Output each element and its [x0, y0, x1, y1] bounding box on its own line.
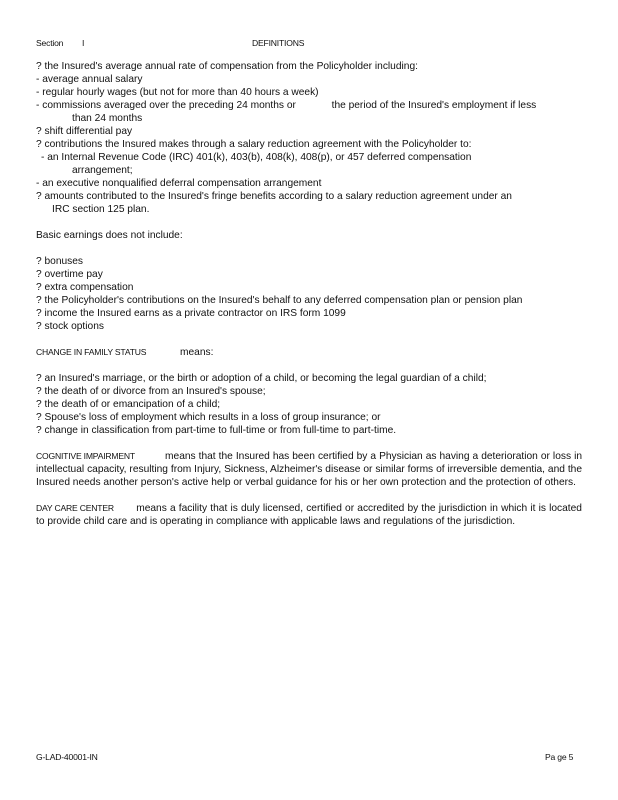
list-item-text: - commissions averaged over the preceding 24 months or: [36, 100, 296, 111]
list-item: - average annual salary: [36, 74, 143, 85]
list-item: ? bonuses: [36, 256, 84, 267]
list-item: ? shift differential pay: [36, 126, 133, 137]
section-number: I: [82, 38, 85, 48]
list-item: ? overtime pay: [36, 269, 103, 280]
definition-term: CHANGE IN FAMILY STATUS: [36, 347, 147, 357]
list-item: IRC section 125 plan.: [52, 204, 150, 215]
definition-text: means a facility that is duly licensed, certified or accredited by the jurisdiction in which it is located to provide child care and is operating in compliance with applicable laws and regulations of the jurisdiction.: [36, 503, 582, 527]
list-item: [36, 99, 582, 112]
exclusions-heading: Basic earnings does not include:: [36, 230, 183, 241]
list-item: ? change in classification from part-time to full-time or from full-time to part-time.: [36, 425, 397, 436]
list-item: - an Internal Revenue Code (IRC) 401(k), 403(b), 408(k), 408(p), or 457 deferred compensation: [41, 152, 472, 163]
definition-text: means:: [180, 347, 214, 358]
page-title: DEFINITIONS: [252, 38, 305, 48]
list-item: ? stock options: [36, 321, 104, 332]
section-label: Section: [36, 38, 64, 48]
list-item: - regular hourly wages (but not for more than 40 hours a week): [36, 87, 319, 98]
list-item: ? the Policyholder's contributions on the Insured's behalf to any deferred compensation plan or pension plan: [36, 295, 523, 306]
list-item: than 24 months: [72, 113, 143, 124]
definition-day-care-center: [36, 502, 582, 528]
definition-cognitive-impairment: [36, 450, 582, 489]
list-item: ? the Insured's average annual rate of compensation from the Policyholder including:: [36, 61, 418, 72]
list-item: ? an Insured's marriage, or the birth or adoption of a child, or becoming the legal guardian of a child;: [36, 373, 487, 384]
list-item: ? the death of or emancipation of a child;: [36, 399, 221, 410]
list-item: ? income the Insured earns as a private contractor on IRS form 1099: [36, 308, 346, 319]
list-item: arrangement;: [72, 165, 133, 176]
list-item: - an executive nonqualified deferral compensation arrangement: [36, 178, 322, 189]
form-number: G-LAD-40001-IN: [36, 752, 98, 762]
list-item: ? Spouse's loss of employment which results in a loss of group insurance; or: [36, 412, 381, 423]
list-item: ? the death of or divorce from an Insured's spouse;: [36, 386, 266, 397]
definition-term: COGNITIVE IMPAIRMENT: [36, 451, 135, 461]
definition-text: means that the Insured has been certified by a Physician as having a deterioration or loss in intellectual capacity, resulting from Injury, Sickness, Alzheimer's disease or similar forms of irreversible dementia, and the Insured needs another person's active help or verbal guidance for his or her own protection and the protection of others.: [36, 451, 582, 488]
list-item-text: the period of the Insured's employment if less: [331, 100, 537, 111]
list-item: ? contributions the Insured makes through a salary reduction agreement with the Policyholder to:: [36, 139, 472, 150]
document-body: [36, 60, 582, 528]
list-item: ? amounts contributed to the Insured's fringe benefits according to a salary reduction agreement under an: [36, 191, 512, 202]
definition-change-in-family-status: [36, 346, 582, 359]
page-number: Pa ge 5: [545, 752, 574, 762]
list-item: ? extra compensation: [36, 282, 134, 293]
definition-term: DAY CARE CENTER: [36, 503, 114, 513]
